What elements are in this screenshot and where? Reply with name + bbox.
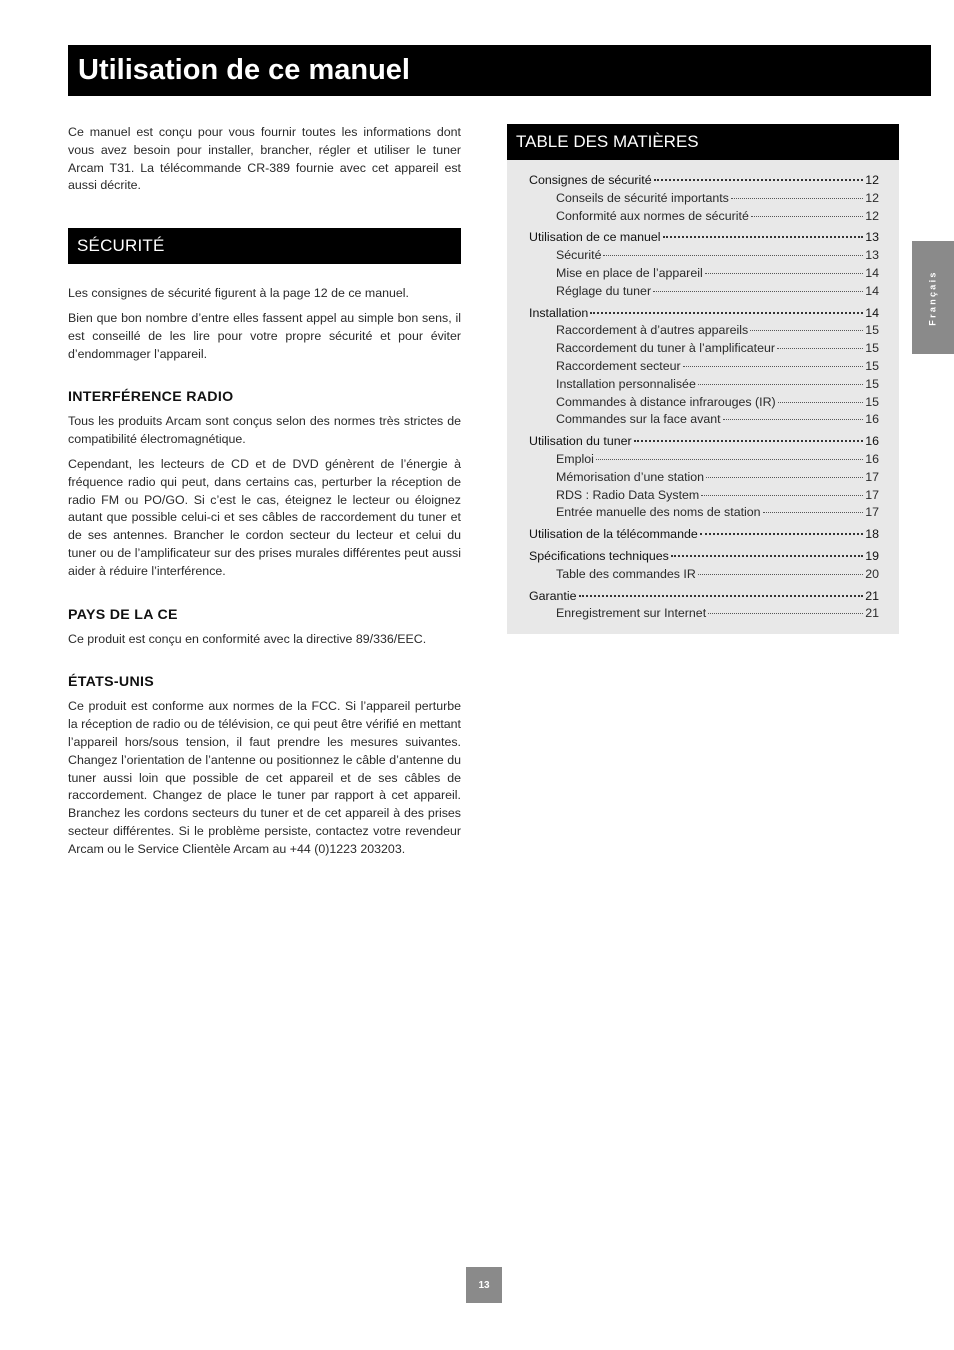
toc-entry-sub[interactable] [529,451,879,469]
toc-dot-leader [698,574,863,575]
toc-entry-sub[interactable] [529,283,879,301]
toc-entry-sub[interactable] [529,247,879,265]
toc-entry-sub[interactable] [529,208,879,226]
toc-entry-label: Commandes sur la face avant [556,412,721,427]
toc-entry-page: 14 [865,305,879,320]
toc-dot-leader [750,330,863,331]
toc-entry-sub[interactable] [529,504,879,522]
toc-entry-page: 20 [865,566,879,581]
toc-entry-page: 12 [865,190,879,205]
toc-entry-main[interactable] [529,229,879,247]
toc-entry-page: 12 [865,208,879,223]
toc-dot-leader [603,255,863,256]
toc-entry-sub[interactable] [529,469,879,487]
toc-entry-label: Mise en place de l’appareil [556,265,703,280]
toc-entry-page: 17 [865,505,879,520]
toc-entry-page: 16 [865,434,879,449]
toc-entry-sub[interactable] [529,411,879,429]
toc-entry-label: Commandes à distance infrarouges (IR) [556,394,776,409]
toc-heading: TABLE DES MATIÈRES [507,124,899,160]
toc-entry-main[interactable] [529,172,879,190]
toc-entry-sub[interactable] [529,340,879,358]
toc-entry-page: 17 [865,469,879,484]
etats-unis-heading: ÉTATS-UNIS [68,674,155,691]
toc-entry-label: Entrée manuelle des noms de station [556,505,761,520]
toc-entry-label: Garantie [529,588,577,603]
toc-entry-label: Raccordement du tuner à l’amplificateur [556,341,776,356]
toc-entry-page: 15 [865,376,879,391]
toc-entry-sub[interactable] [529,605,879,623]
toc-dot-leader [683,366,864,367]
toc-dot-leader [653,291,863,292]
toc-list [507,160,899,623]
toc-entry-sub[interactable] [529,394,879,412]
toc-entry-sub[interactable] [529,265,879,283]
toc-entry-sub[interactable] [529,190,879,208]
interference-heading: INTERFÉRENCE RADIO [68,389,234,406]
toc-dot-leader [698,384,863,385]
main-column [68,124,461,859]
toc-entry-label: Spécifications techniques [529,548,669,563]
toc-dot-leader [751,216,863,217]
toc-dot-leader [723,419,864,420]
toc-dot-leader [634,440,864,442]
toc-entry-main[interactable] [529,548,879,566]
toc-entry-sub[interactable] [529,487,879,505]
toc-entry-page: 13 [865,248,879,263]
toc-dot-leader [590,312,863,314]
pays-ce-heading: PAYS DE LA CE [68,606,178,623]
toc-dot-leader [777,348,863,349]
toc-entry-page: 17 [865,487,879,502]
toc-entry-page: 13 [865,230,879,245]
etats-unis-paragraph: Ce produit est conforme aux normes de la FCC. Si l’appareil perturbe la réception de radio ou de télévision, ce qui peut être vérifié en mettant l’appareil hors/sous tension, il faut prendre les mesures suivantes. Changez l’orientation de l’antenne ou positionnez le câble d’antenne du tuner aussi loin que possible de cet appareil et de ses câbles de raccordement. Changez de place le tuner par rapport à cet appareil. Branchez les cordons secteurs du tuner et de cet appareil à des prises secteur différentes. Si le problème persiste, contactez votre revendeur Arcam ou le Service Clientèle Arcam au +44 (0)1223 203203. [68,699,461,856]
toc-entry-label: Conseils de sécurité importants [556,190,729,205]
toc-entry-label: Raccordement à d’autres appareils [556,323,749,338]
toc-entry-label: Utilisation de la télécommande [529,527,698,542]
toc-dot-leader [706,477,863,478]
toc-entry-page: 14 [865,265,879,280]
toc-entry-label: Table des commandes IR [556,566,696,581]
toc-entry-page: 12 [865,173,879,187]
toc-entry-page: 15 [865,323,879,338]
toc-entry-label: Emploi [556,451,594,466]
toc-dot-leader [763,512,864,513]
toc-dot-leader [579,595,864,597]
toc-entry-sub[interactable] [529,376,879,394]
language-tab [912,241,954,354]
intro-paragraph: Ce manuel est conçu pour vous fournir toutes les informations dont vous avez besoin pour installer, brancher, régler et utiliser le tuner Arcam T31. La télécommande CR-389 fournie avec cet appareil est aussi décrite. [68,125,461,193]
toc-entry-page: 16 [865,451,879,466]
toc-entry-label: Utilisation de ce manuel [529,230,661,245]
interference-paragraph-1: Tous les produits Arcam sont conçus selon des normes très strictes de compatibilité électromagnétique. [68,414,461,447]
toc-entry-page: 21 [865,606,879,621]
toc-dot-leader [671,555,863,557]
toc-entry-main[interactable] [529,526,879,544]
securite-paragraph-2: Bien que bon nombre d’entre elles fassent appel au simple bon sens, il est conseillé de les lire pour votre propre sécurité et pour éviter d’endommager l’appareil. [68,310,461,361]
toc-entry-page: 18 [865,527,879,542]
toc-dot-leader [701,495,863,496]
page-title: Utilisation de ce manuel [68,45,931,96]
toc-entry-label: Utilisation du tuner [529,434,632,449]
toc-dot-leader [731,198,863,199]
toc-entry-page: 15 [865,394,879,409]
toc-entry-label: Sécurité [556,248,602,263]
toc-dot-leader [700,533,863,535]
toc-entry-label: Raccordement secteur [556,358,681,373]
toc-dot-leader [654,179,864,181]
toc-entry-label: Conformité aux normes de sécurité [556,208,749,223]
toc-entry-label: Enregistrement sur Internet [556,606,707,621]
toc-entry-label: Mémorisation d’une station [556,469,705,484]
toc-dot-leader [663,236,864,238]
pays-ce-paragraph: Ce produit est conçu en conformité avec la directive 89/336/EEC. [68,631,427,646]
toc-entry-label: Installation [529,305,589,320]
page-number: 13 [466,1267,502,1303]
language-tab-label: Français [928,269,939,326]
toc-dot-leader [705,273,863,274]
toc-entry-label: Installation personnalisée [556,376,696,391]
toc-entry-page: 16 [865,412,879,427]
toc-entry-main[interactable] [529,588,879,606]
toc-entry-label: RDS : Radio Data System [556,487,700,502]
interference-paragraph-2: Cependant, les lecteurs de CD et de DVD génèrent de l’énergie à fréquence radio qui peut, dans certains cas, perturber la réception de radio FM ou PO/GO. Si c’est le cas, éteignez le lecteur ou éloignez autant que possible celui-ci et ses câbles de raccordement du tuner et de ses antennes. Brancher le cordon secteur du lecteur et celui du tuner ou de l’amplificateur sur des prises murales différentes peut aussi aider à réduire l’interférence. [68,456,461,578]
toc-entry-label: Réglage du tuner [556,283,652,298]
toc-dot-leader [596,459,863,460]
toc-dot-leader [778,402,864,403]
toc-entry-page: 21 [865,588,879,603]
toc-entry-page: 15 [865,358,879,373]
toc-entry-page: 15 [865,341,879,356]
securite-heading: SÉCURITÉ [68,228,461,264]
toc-entry-main[interactable] [529,433,879,451]
toc-entry-page: 14 [865,283,879,298]
toc-entry-sub[interactable] [529,566,879,584]
toc-entry-label: Consignes de sécurité [529,173,652,187]
table-of-contents [507,124,899,634]
securite-paragraph-1: Les consignes de sécurité figurent à la page 12 de ce manuel. [68,286,409,301]
toc-entry-sub[interactable] [529,322,879,340]
toc-entry-page: 19 [865,548,879,563]
toc-dot-leader [708,613,863,614]
toc-entry-sub[interactable] [529,358,879,376]
toc-entry-main[interactable] [529,305,879,323]
